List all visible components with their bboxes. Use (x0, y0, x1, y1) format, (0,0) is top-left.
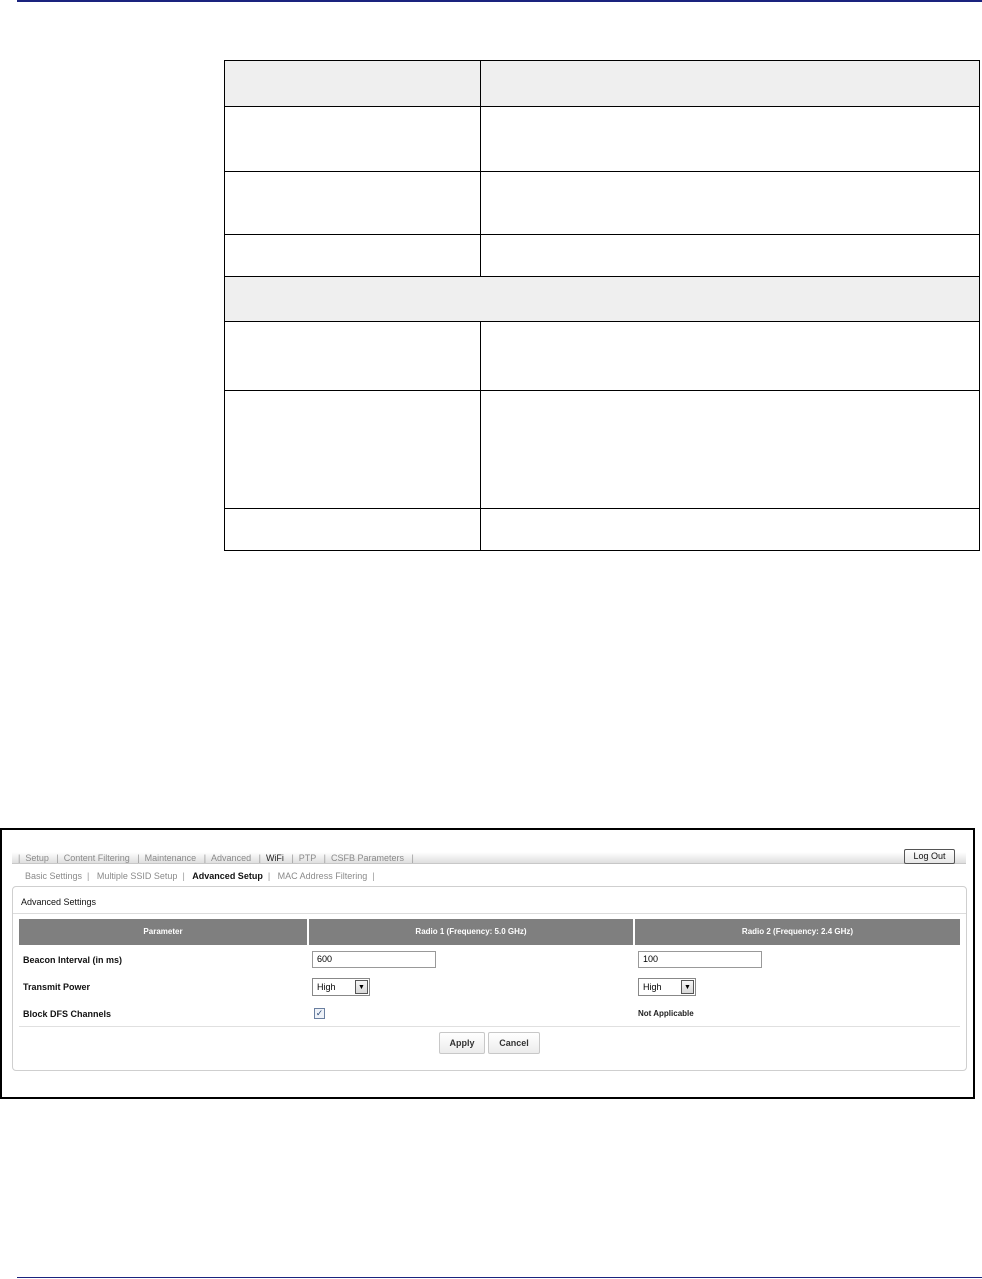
transmit-power-radio1-value: High (317, 982, 336, 992)
header-radio-1: Radio 1 (Frequency: 5.0 GHz) (309, 919, 633, 945)
subnav-multiple-ssid-setup[interactable]: Multiple SSID Setup (96, 871, 178, 881)
tab-wifi[interactable]: WiFi (265, 853, 284, 863)
document-table (224, 60, 980, 551)
top-nav: | Setup | Content Filtering | Maintenance | Advanced | WiFi | PTP | CSFB Parameters | (12, 852, 966, 864)
header-parameter: Parameter (19, 919, 307, 945)
subnav-advanced-setup[interactable]: Advanced Setup (192, 871, 263, 881)
beacon-interval-radio1-input[interactable]: 600 (312, 951, 436, 968)
divider (13, 913, 966, 914)
tab-maintenance[interactable]: Maintenance (144, 853, 197, 863)
sub-nav: Basic Settings | Multiple SSID Setup | Advanced Setup | MAC Address Filtering | (25, 871, 375, 881)
footer-rule (17, 1277, 982, 1278)
advanced-settings-panel (12, 886, 967, 1071)
tab-csfb-parameters[interactable]: CSFB Parameters (331, 853, 405, 863)
apply-button[interactable]: Apply (439, 1032, 485, 1054)
block-dfs-channels-label: Block DFS Channels (23, 1009, 112, 1019)
block-dfs-radio1-checkbox[interactable] (314, 1008, 325, 1019)
header-radio-2: Radio 2 (Frequency: 2.4 GHz) (635, 919, 960, 945)
panel-title: Advanced Settings (21, 897, 97, 907)
beacon-interval-label: Beacon Interval (in ms) (23, 955, 123, 965)
chevron-down-icon[interactable]: ▼ (681, 980, 694, 994)
tab-ptp[interactable]: PTP (298, 853, 317, 863)
transmit-power-radio2-select[interactable] (638, 978, 696, 996)
tab-setup[interactable]: Setup (25, 853, 49, 863)
cancel-button[interactable]: Cancel (488, 1032, 540, 1054)
subnav-mac-address-filtering[interactable]: MAC Address Filtering (277, 871, 368, 881)
transmit-power-radio2-value: High (643, 982, 662, 992)
beacon-interval-radio2-input[interactable]: 100 (638, 951, 762, 968)
transmit-power-radio1-select[interactable] (312, 978, 370, 996)
block-dfs-radio2-not-applicable: Not Applicable (638, 1009, 694, 1018)
divider (19, 1026, 960, 1027)
checkmark-icon: ✓ (315, 1008, 324, 1018)
subnav-basic-settings[interactable]: Basic Settings (25, 871, 83, 881)
transmit-power-label: Transmit Power (23, 982, 91, 992)
tab-advanced[interactable]: Advanced (211, 853, 252, 863)
screenshot-frame (0, 828, 975, 1099)
header-rule (17, 0, 982, 2)
tab-content-filtering[interactable]: Content Filtering (63, 853, 130, 863)
chevron-down-icon[interactable]: ▼ (355, 980, 368, 994)
logout-button[interactable]: Log Out (904, 849, 955, 864)
